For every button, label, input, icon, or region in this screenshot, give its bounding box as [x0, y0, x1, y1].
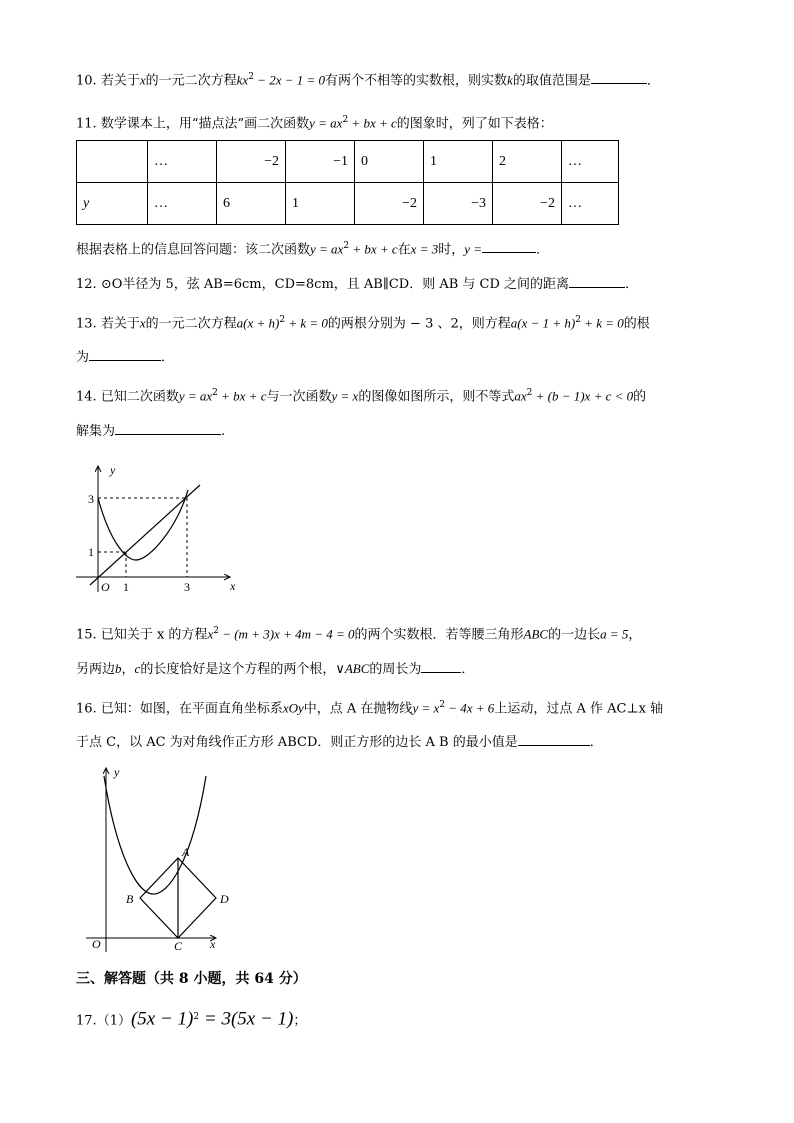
question-13: 13. 若关于x的一元二次方程$a(x + h)^2 + k = 0$的两根分别为 − 3 、2，则方程$a(x - 1 + h)^2 + k = 0$的根 [76, 315, 650, 332]
answer-blank[interactable] [421, 658, 461, 673]
point-d-label: D [220, 892, 229, 906]
answer-blank[interactable] [89, 346, 161, 361]
answer-blank[interactable] [518, 731, 590, 746]
question-11-followup: 根据表格上的信息回答问题：该二次函数$y = ax^2$ + bx + c在x = 3时，y = ． [76, 236, 549, 260]
question-10: 10. 若关于x的一元二次方程$kx^2 - 2x - 1 = 0$有两个不相等的实数根，则实数k的取值范围是 ． [76, 67, 660, 91]
value-table [76, 140, 619, 225]
question-15: 15. 已知关于 x 的方程$x^2 - (m + 3)x + 4m - 4 = 0$的两个实数根．若等腰三角形ABC的一边长a = 5， [76, 626, 642, 643]
parabola-curve [98, 490, 188, 560]
y-tick-label: 3 [88, 492, 94, 506]
question-16-line2: 于点 C，以 AC 为对角线作正方形 ABCD．则正方形的边长 A B 的最小值是 ． [76, 731, 603, 753]
answer-blank[interactable] [115, 420, 221, 435]
y-tick-label: 1 [88, 545, 94, 559]
x-label: x [210, 937, 216, 951]
question-14-line2: 解集为 . [76, 420, 225, 442]
answer-blank[interactable] [569, 273, 625, 288]
x-tick-label: 1 [123, 580, 129, 594]
point-a-label: A [182, 845, 190, 859]
x-label: x [230, 579, 236, 593]
y-label: y [114, 765, 120, 779]
figure-16-graph [80, 762, 250, 957]
question-11: 11. 数学课本上，用“描点法”画二次函数$y = ax^2$ + bx + c的图象时，列了如下表格： [76, 115, 553, 132]
question-12: 12. ⊙O半径为 5，弦 AB=6cm，CD=8cm，且 AB∥CD．则 AB 与 CD 之间的距离 ． [76, 273, 638, 295]
figure-14-graph [70, 460, 240, 600]
x-tick-label: 3 [184, 580, 190, 594]
question-17: $17.(1)(5x - 1)^2 = 3(5x - 1)$； [76, 1008, 307, 1030]
section-heading: 三、解答题（共 8 小题，共 64 分） [76, 971, 307, 987]
question-13-line2: 为 ． [76, 346, 174, 368]
origin-label: O [92, 937, 101, 951]
point-c-label: C [174, 939, 183, 953]
question-14: 14. 已知二次函数$y = ax^2$ + bx + c与一次函数y = x的图像如图所示，则不等式$ax^2 + (b - 1)x + c < 0$的 [76, 388, 647, 405]
parabola-curve [104, 776, 206, 894]
question-15-line2: 另两边b，c的长度恰好是这个方程的两个根，∨ABC的周长为 ． [76, 658, 474, 680]
question-16: 16. 已知：如图，在平面直角坐标系xOy中，点 A 在抛物线$y = x^2 - 4x + 6$上运动，过点 A 作 AC⊥x 轴 [76, 700, 664, 717]
answer-blank[interactable] [482, 238, 536, 253]
y-label: y [110, 463, 116, 477]
origin-label: O [101, 580, 110, 594]
answer-blank[interactable] [591, 69, 647, 84]
point-b-label: B [126, 892, 134, 906]
table-row: … −2 −1 0 1 2 … [77, 141, 619, 183]
linear-function-line [90, 485, 200, 585]
table-row: y … 6 1 −2 −3 −2 … [77, 183, 619, 225]
